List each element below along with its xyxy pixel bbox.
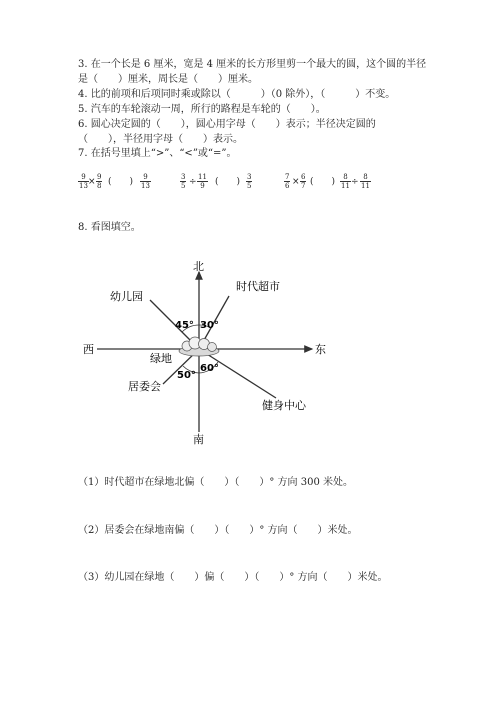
angle-45-label: 45° bbox=[175, 320, 194, 331]
denominator: 9 bbox=[200, 182, 205, 190]
fitness-label: 健身中心 bbox=[262, 399, 306, 412]
question-8: 8. 看图填空。 bbox=[78, 222, 141, 233]
denominator: 5 bbox=[247, 182, 252, 190]
divide-sign: ÷ bbox=[351, 177, 359, 187]
numerator: 8 bbox=[340, 173, 351, 182]
numerator: 8 bbox=[360, 173, 371, 182]
numerator: 9 bbox=[78, 173, 89, 182]
numerator: 9 bbox=[97, 173, 102, 181]
denominator: 8 bbox=[97, 182, 102, 190]
west-label: 西 bbox=[83, 343, 94, 356]
angle-60-label: 60° bbox=[200, 363, 219, 374]
angle-30-label: 30° bbox=[200, 320, 219, 331]
denominator: 11 bbox=[341, 182, 350, 190]
numerator: 7 bbox=[285, 173, 290, 181]
answer-blank[interactable]: ( ) bbox=[215, 177, 241, 187]
answer-blank[interactable]: ( ) bbox=[108, 177, 134, 187]
sub-question-1: （1）时代超市在绿地北偏（ ）（ ）° 方向 300 米处。 bbox=[78, 477, 353, 488]
question-3-line2: 是（ ）厘米，周长是（ ）厘米。 bbox=[78, 74, 258, 85]
times-sign: × bbox=[88, 177, 96, 187]
numerator: 9 bbox=[140, 173, 151, 182]
south-label: 南 bbox=[193, 433, 204, 446]
question-7: 7. 在括号里填上“>”、“<”或“=”。 bbox=[78, 148, 237, 159]
divide-sign: ÷ bbox=[189, 177, 197, 187]
answer-blank[interactable]: ( ) bbox=[310, 177, 336, 187]
denominator: 13 bbox=[79, 182, 88, 190]
question-3-line1: 3. 在一个长是 6 厘米，宽是 4 厘米的长方形里剪一个最大的圆，这个圆的半径 bbox=[78, 59, 427, 70]
denominator: 6 bbox=[285, 182, 290, 190]
times-sign: × bbox=[292, 177, 300, 187]
committee-label: 居委会 bbox=[128, 380, 161, 393]
kindergarten-label: 幼儿园 bbox=[110, 290, 143, 303]
sub-question-3: （3）幼儿园在绿地（ ）偏（ ）（ ）° 方向（ ）米处。 bbox=[78, 572, 388, 583]
denominator: 7 bbox=[301, 182, 306, 190]
angle-50-label: 50° bbox=[177, 370, 196, 381]
question-6-line2: （ ），半径用字母（ ）表示。 bbox=[78, 134, 243, 145]
question-5: 5. 汽车的车轮滚动一周，所行的路程是车轮的（ ）。 bbox=[78, 104, 326, 115]
east-label: 东 bbox=[315, 343, 326, 356]
question-4: 4. 比的前项和后项同时乘或除以（ ）（0 除外），（ ）不变。 bbox=[78, 89, 396, 100]
denominator: 11 bbox=[361, 182, 370, 190]
denominator: 13 bbox=[141, 182, 150, 190]
numerator: 3 bbox=[247, 173, 252, 181]
denominator: 5 bbox=[181, 182, 186, 190]
sub-question-2: （2）居委会在绿地南偏（ ）（ ）° 方向（ ）米处。 bbox=[78, 525, 358, 536]
numerator: 6 bbox=[301, 173, 306, 181]
north-label: 北 bbox=[193, 260, 204, 273]
supermarket-label: 时代超市 bbox=[236, 280, 280, 293]
bush-icon bbox=[179, 337, 219, 356]
numerator: 3 bbox=[181, 173, 186, 181]
center-label: 绿地 bbox=[150, 352, 172, 365]
question-6-line1: 6. 圆心决定圆的（ ），圆心用字母（ ）表示；半径决定圆的 bbox=[78, 119, 376, 130]
numerator: 11 bbox=[198, 173, 207, 181]
